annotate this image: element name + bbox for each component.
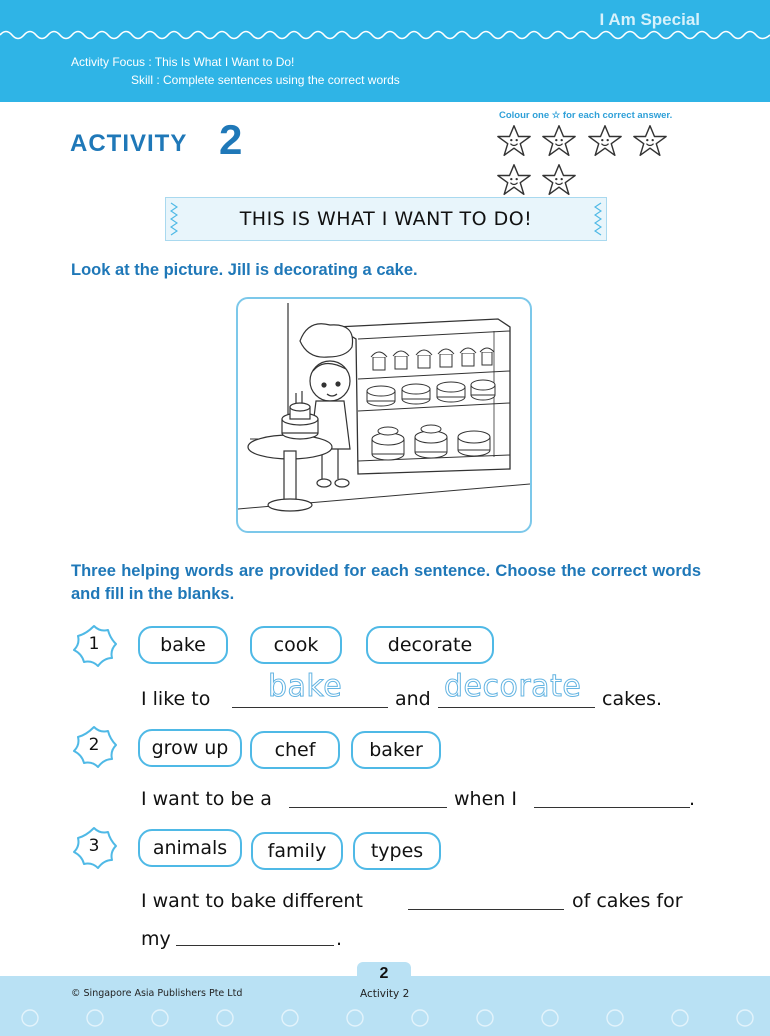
question-3-text-1: I want to bake different: [141, 890, 363, 912]
answer-blank-1a[interactable]: [232, 707, 388, 708]
activity-heading-word: ACTIVITY: [70, 130, 188, 157]
footer-activity-label: Activity 2: [360, 988, 410, 1000]
question-3-text-3: my: [141, 928, 171, 950]
stars-instruction: Colour one ☆ for each correct answer.: [499, 110, 673, 121]
bakery-illustration: [236, 297, 532, 533]
word-option-decorate[interactable]: decorate: [366, 626, 494, 664]
word-option-baker[interactable]: baker: [351, 731, 441, 769]
girl-decorating-cake-drawing: [238, 299, 530, 531]
question-number: 3: [88, 836, 100, 856]
question-1-badge: [70, 624, 118, 668]
page-number: 2: [357, 962, 411, 984]
star-icon[interactable]: [496, 124, 532, 158]
word-option-cook[interactable]: cook: [250, 626, 342, 664]
star-icon[interactable]: [632, 124, 668, 158]
footer-pattern-decoration: [0, 1002, 770, 1036]
unit-title: I Am Special: [599, 10, 700, 29]
star-rating: [496, 124, 706, 202]
star-icon[interactable]: [496, 163, 532, 197]
question-number: 1: [88, 634, 100, 654]
title-banner: [165, 197, 607, 241]
star-icon[interactable]: [541, 163, 577, 197]
question-3-text-4: .: [336, 928, 343, 950]
word-option-chef[interactable]: chef: [250, 731, 340, 769]
question-1-text-3: cakes.: [602, 688, 663, 710]
word-option-types[interactable]: types: [353, 832, 441, 870]
question-3-text-2: of cakes for: [572, 890, 683, 912]
question-2-badge: [70, 725, 118, 769]
question-3-badge: [70, 826, 118, 870]
star-icon[interactable]: [587, 124, 623, 158]
traced-answer: bake: [268, 669, 343, 704]
word-option-animals[interactable]: animals: [138, 829, 242, 867]
question-2-text-1: I want to be a: [141, 788, 272, 810]
answer-blank-1b[interactable]: [438, 707, 595, 708]
question-2-text-2: when I: [454, 788, 517, 810]
skill-line: Skill : Complete sentences using the correct words: [131, 73, 400, 87]
word-option-bake[interactable]: bake: [138, 626, 228, 664]
question-number: 2: [88, 735, 100, 755]
header-wave-decoration: [0, 28, 770, 42]
zigzag-decoration: [594, 202, 602, 236]
activity-focus: Activity Focus : This Is What I Want to Do!: [71, 55, 295, 69]
footer-band: [0, 976, 770, 1036]
star-icon[interactable]: [541, 124, 577, 158]
question-2-text-3: .: [689, 788, 696, 810]
banner-title: THIS IS WHAT I WANT TO DO!: [239, 208, 533, 230]
word-option-grow-up[interactable]: grow up: [138, 729, 242, 767]
answer-blank-3a[interactable]: [408, 909, 564, 910]
task-instruction: Three helping words are provided for each sentence. Choose the correct words and fill in the blanks.: [71, 562, 701, 603]
word-option-family[interactable]: family: [251, 832, 343, 870]
question-1-text-1: I like to: [141, 688, 211, 710]
copyright-notice: © Singapore Asia Publishers Pte Ltd: [71, 988, 243, 999]
question-1-text-2: and: [395, 688, 431, 710]
answer-blank-2a[interactable]: [289, 807, 447, 808]
header-band: [0, 0, 770, 102]
picture-instruction: Look at the picture. Jill is decorating a cake.: [71, 261, 418, 279]
traced-answer: decorate: [444, 669, 582, 704]
answer-blank-2b[interactable]: [534, 807, 690, 808]
answer-blank-3b[interactable]: [176, 945, 334, 946]
activity-heading-number: 2: [219, 116, 243, 163]
